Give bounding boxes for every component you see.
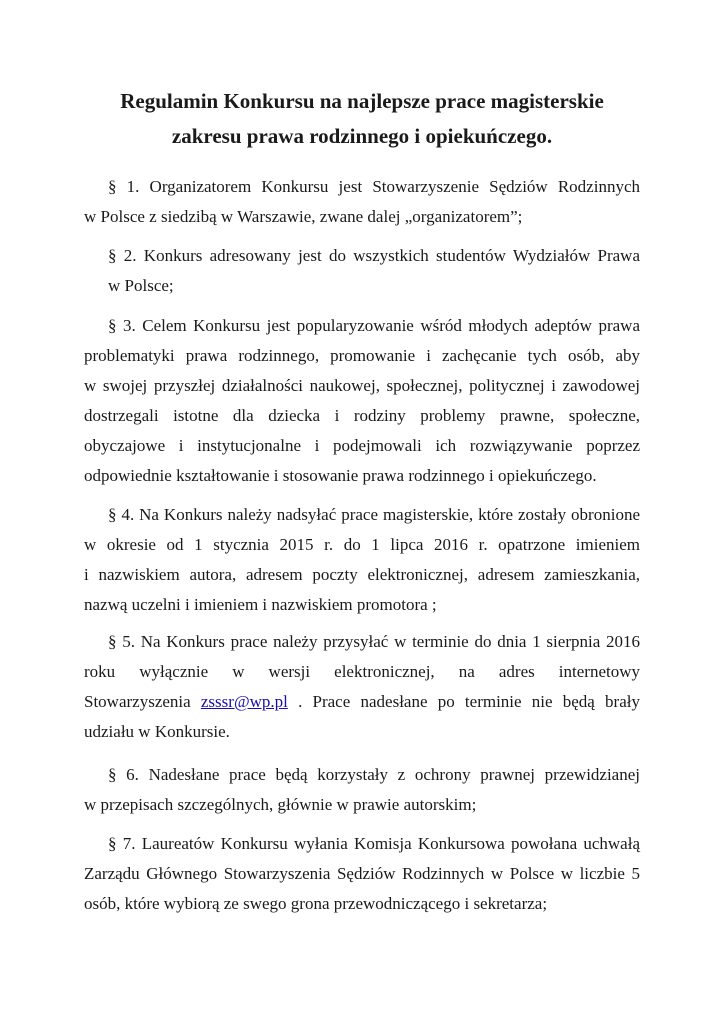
paragraph-line: w swojej przyszłej działalności naukowej, społecznej, politycznej i zawodowej [84, 376, 640, 395]
paragraph-line: Zarządu Głównego Stowarzyszenia Sędziów Rodzinnych w Polsce w liczbie 5 [84, 864, 640, 883]
paragraph-line: § 7. Laureatów Konkursu wyłania Komisja Konkursowa powołana uchwałą [108, 834, 640, 853]
paragraph-line: § 3. Celem Konkursu jest popularyzowanie wśród młodych adeptów prawa [108, 316, 640, 335]
paragraph-1 [84, 172, 640, 232]
paragraph-line: obyczajowe i instytucjonalne i podejmowali ich rozwiązywanie poprzez [84, 436, 640, 455]
paragraph-line: § 5. Na Konkurs prace należy przysyłać w terminie do dnia 1 sierpnia 2016 [108, 632, 640, 651]
paragraph-5 [84, 627, 640, 747]
paragraph-line: w przepisach szczególnych, głównie w prawie autorskim; [84, 795, 477, 814]
paragraph-2 [84, 241, 640, 301]
paragraph-line: osób, które wybiorą ze swego grona przewodniczącego i sekretarza; [84, 894, 548, 913]
paragraph-3 [84, 311, 640, 491]
paragraph-6 [84, 760, 640, 820]
paragraph-line: § 1. Organizatorem Konkursu jest Stowarzyszenie Sędziów Rodzinnych [108, 177, 640, 196]
paragraph-line: § 6. Nadesłane prace będą korzystały z ochrony prawnej przewidzianej [108, 765, 640, 784]
paragraph-line: odpowiednie kształtowanie i stosowanie prawa rodzinnego i opiekuńczego. [84, 466, 597, 485]
paragraph-line: § 2. Konkurs adresowany jest do wszystkich studentów Wydziałów Prawa [108, 246, 640, 265]
paragraph-line: dostrzegali istotne dla dziecka i rodziny problemy prawne, społeczne, [84, 406, 640, 425]
paragraph-line [84, 687, 640, 717]
paragraph-line: w Polsce z siedzibą w Warszawie, zwane dalej „organizatorem”; [84, 207, 523, 226]
document-title-line-2: zakresu prawa rodzinnego i opiekuńczego. [171, 124, 553, 148]
paragraph-line: i nazwiskiem autora, adresem poczty elektronicznej, adresem zamieszkania, [84, 565, 640, 584]
email-link[interactable]: zsssr@wp.pl [200, 692, 288, 711]
paragraph-line: roku wyłącznie w wersji elektronicznej, na adres internetowy [84, 662, 640, 681]
paragraph-4 [84, 500, 640, 620]
paragraph-line: problematyki prawa rodzinnego, promowanie i zachęcanie tych osób, aby [84, 346, 640, 365]
paragraph-line: udziału w Konkursie. [84, 722, 230, 741]
paragraph-line: nazwą uczelni i imieniem i nazwiskiem promotora ; [84, 595, 437, 614]
paragraph-line: w Polsce; [108, 276, 174, 295]
paragraph-text: Stowarzyszenia [84, 692, 201, 711]
paragraph-7 [84, 829, 640, 919]
paragraph-line: w okresie od 1 stycznia 2015 r. do 1 lipca 2016 r. opatrzone imieniem [84, 535, 640, 554]
paragraph-text: . Prace nadesłane po terminie nie będą brały [287, 692, 640, 711]
paragraph-line: § 4. Na Konkurs należy nadsyłać prace magisterskie, które zostały obronione [108, 505, 640, 524]
document-title-line-1: Regulamin Konkursu na najlepsze prace magisterskie [120, 89, 604, 113]
